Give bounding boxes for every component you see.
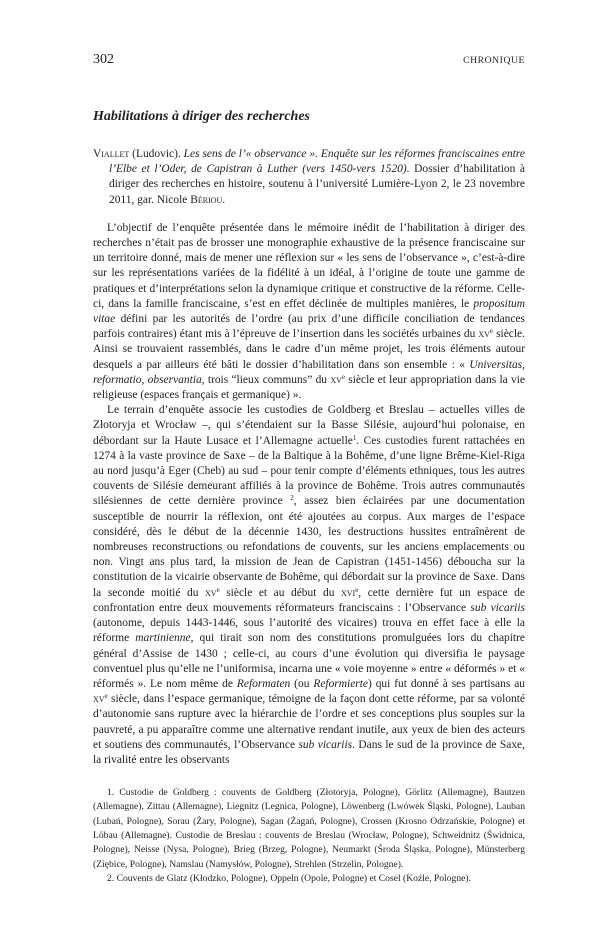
footnotes [93, 786, 525, 886]
p2-italic-sub-vicariis-2: sub vicariis [298, 738, 353, 751]
p2-text-g: (autonome, depuis 1443-1446, sous l’autorité des vicaires) trouva en effet face à elle la réforme [93, 617, 525, 645]
running-head [93, 52, 525, 72]
running-section-title: CHRONIQUE [463, 55, 525, 66]
footnote-ref-1[interactable]: 1 [352, 433, 357, 442]
p2-text-b: . Ces custodies furent rattachées en 1274 à la vaste province de Saxe – de la Baltique à la Bohême, d’une ligne Brême-Kiel-Riga au nord jusqu’à Eger (Cheb) au sud – pour tenir compte d’éléments ethniques, tous les autres couvents de Silésie demeurant affiliés à la province de Bohême. Trois autres communautés silésiennes de cette dernière province [93, 434, 526, 508]
p2-text-n: siècle, dans l’espace germanique, témoigne de la façon dont cette réforme, par sa volonté d’autonomie sans rupture avec la hiérarchie de l’ordre et ses conceptions plus souples sur la pauvreté, a pu apparaître comme une alternative rendant inutile, aux yeux de bien des acteurs et soutiens des communautés, l’Observance [93, 693, 525, 751]
entry-description: Dossier d’habilitation à diriger des recherches en histoire, soutenu à l’université Lumière-Lyon 2, le 23 novembre 2011, gar. Nicole [109, 163, 525, 206]
p2-italic-reformaten: Reformaten [236, 677, 291, 690]
footnote-ref-2[interactable]: 2 [290, 494, 294, 503]
p2-text-i: , qui tirait son nom des constitutions promulguées lors du chapitre général d’Assise de 1430 ; celle-ci, au cours d’une évolution qui diversifia le paysage conventuel plus qu’elle ne l’uniformisa, incarna une « voie moyenne » entre « déformés » et « réformés ». Le nom même de [93, 632, 525, 690]
p2-italic-martinienne: martinienne [135, 632, 191, 645]
p2-text-e: , cette dernière fut un espace de confrontation entre deux mouvements réformateurs franciscains : l’Observance [93, 586, 525, 614]
p2-century-3: xv [93, 693, 105, 706]
p2-italic-sub-vicariis-1: sub vicariis [470, 601, 525, 614]
body-text [93, 221, 525, 768]
page-number: 302 [93, 52, 114, 67]
p1-century-2-sup: e [341, 372, 345, 381]
entry-end: . [222, 193, 226, 206]
paragraph-2 [93, 403, 525, 768]
p1-text-g: siècle et leur appropriation dans la vie religieuse (espaces français et germanique) ». [93, 373, 525, 402]
p1-text-f: , trois “lieux communs” du [201, 373, 331, 386]
p2-text-a: Le terrain d’enquête associe les custodies de Goldberg et Breslau – actuelles villes de Złotoryja et Wrocław –, qui s’étendaient sur la Basse Silésie, aujourd’hui polonaise, en débordant sur la Haute Lusace et l’Allemagne actuelle [93, 404, 525, 447]
entry-author-given: (Ludovic). [129, 148, 184, 160]
p2-text-d: siècle et au début du [219, 586, 341, 599]
p2-century-1: xv [205, 586, 217, 599]
p2-century-1-sup: e [216, 585, 220, 594]
p1-text-a: L’objectif de l’enquête présentée dans le mémoire inédit de l’habilitation à diriger des recherches n’était pas de brosser une monographie exhaustive de la présence franciscaine sur un territoire donné, mais de mener une réflexion sur « les sens de l’observance », c’est-à-dire sur les représentations variées de la fidélité à un idéal, à l’origine de toute une gamme de pratiques et d’interprétations selon la dynamique critique et constructive de la réforme. Celle-ci, dans la famille franciscaine, s’est en effet déclinée de multiples manières, le [93, 221, 525, 310]
p1-text-d: siècle. Ainsi se trouvaient rassemblés, dans le cadre d’un même projet, les trois éléments autour desquels a par ailleurs été bâti le dossier d’habilitation dans son ensemble : « [93, 328, 525, 371]
p1-text-c: défini par les autorités de l’ordre (au prix d’une difficile conciliation de tendances parfois contraires) étant mis à l’épreuve de l’insertion dans les sociétés urbaines du [93, 313, 525, 341]
p1-century-1-sup: e [489, 327, 494, 336]
p1-italic-universitas: Universitas, reformatio, observantia [93, 358, 525, 386]
p2-text-p: . Dans le sud de la province de Saxe, la rivalité entre les observants [93, 738, 525, 766]
paragraph-1 [93, 221, 525, 403]
p2-text-c: , assez bien éclairées par une documentation susceptible de nourrir la réflexion, ont été ajoutées au corpus. Aux marges de l’espace considéré, dès le début de la décennie 1430, les destructions hussites entraînèrent de nombreuses reconstructions ou refondations de couvents, sur les anciens emplacements ou non. Vingt ans plus tard, la mission de Jean de Capistran (1451-1456) déboucha sur la constitution de la vicairie observante de Bohême, qui débordait sur la province de Saxe. Dans la seconde moitié du [93, 495, 525, 599]
p2-italic-reformierte: Reformierte [313, 677, 368, 690]
p1-century-2: xv [330, 373, 342, 386]
p2-century-2: xvi [340, 586, 356, 599]
p2-text-k: (ou [290, 677, 314, 690]
journal-page [93, 52, 525, 886]
bibliographic-entry [93, 147, 525, 208]
entry-guarantor: Bériou [190, 193, 223, 206]
entry-author: Viallet [93, 148, 130, 160]
section-title: Habilitations à diriger des recherches [93, 109, 310, 124]
p2-text-m: ) qui fut donné à ses partisans au [367, 677, 525, 690]
p1-italic-propositum: propositum vitae [93, 297, 525, 326]
p2-century-2-sup: e [355, 585, 359, 594]
footnote-1: 1. Custodie de Goldberg : couvents de Goldberg (Złotoryja, Pologne), Görlitz (Allemagne), Bautzen (Allemagne), Zittau (Allemagne), Liegnitz (Legnica, Pologne), Löwenberg (Lwówek Śląski, Pologne), Lauban (Lubań, Pologne), Sorau (Żary, Pologne), Sagan (Żagań, Pologne), Crossen (Krosno Odrzańskie, Pologne) et Löbau (Allemagne). Custodie de Breslau : couvents de Breslau (Wrocław, Pologne), Schweidnitz (Świdnica, Pologne), Neisse (Nysa, Pologne), Brieg (Brzeg, Pologne), Neumarkt (Środa Śląska, Pologne), Münsterberg (Ziębice, Pologne), Namslau (Namysłów, Pologne), Strehlen (Strzelin, Pologne). [93, 787, 525, 870]
footnote-2: 2. Couvents de Glatz (Kłodzko, Pologne), Oppeln (Opole, Pologne) et Cosel (Koźle, Pologne). [107, 872, 471, 884]
p2-century-3-sup: e [104, 692, 108, 701]
p1-century-1: xv [478, 328, 490, 341]
entry-title: Les sens de l’« observance ». Enquête sur les réformes franciscaines entre l’Elbe et l’Oder, de Capistran à Luther (vers 1450-vers 1520). [109, 148, 525, 176]
